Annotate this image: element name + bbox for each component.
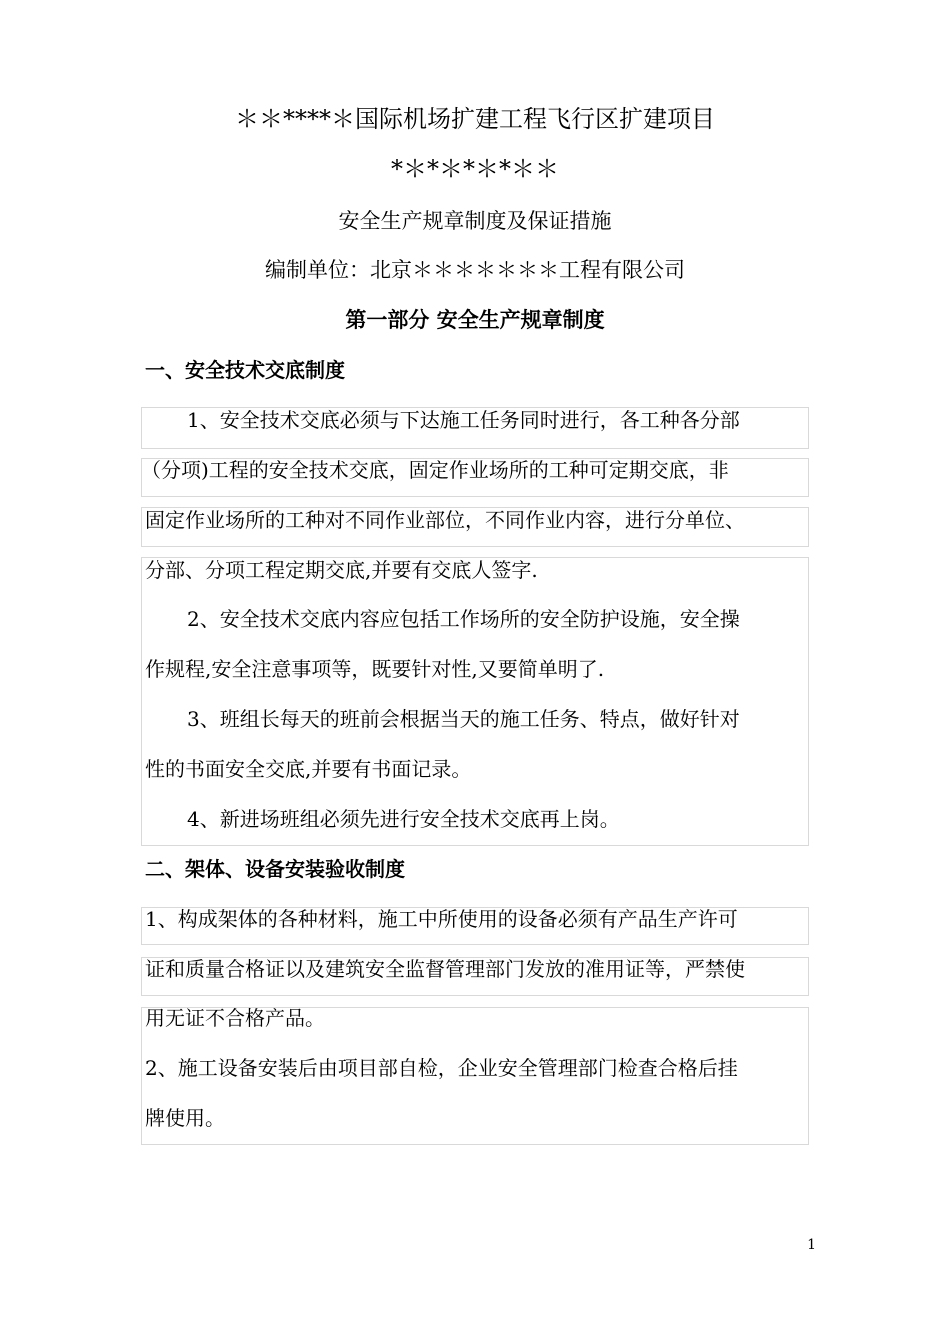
paragraph-line: 3、班组长每天的班前会根据当天的施工任务、特点，做好针对 xyxy=(187,707,740,731)
document-title: ＊＊****＊国际机场扩建工程飞行区扩建项目 xyxy=(235,105,715,133)
section-heading-equipment-acceptance: 二、架体、设备安装验收制度 xyxy=(145,857,405,881)
paragraph-line: 作规程,安全注意事项等，既要针对性,又要简单明了. xyxy=(145,657,605,681)
document-subtitle: 安全生产规章制度及保证措施 xyxy=(338,209,612,233)
paragraph-line: 性的书面安全交底,并要有书面记录。 xyxy=(145,757,472,781)
paragraph-line: 牌使用。 xyxy=(145,1106,225,1130)
paragraph-line: 2、施工设备安装后由项目部自检，企业安全管理部门检查合格后挂 xyxy=(145,1056,738,1080)
paragraph-line: 用无证不合格产品。 xyxy=(145,1006,325,1030)
section-heading-safety-briefing: 一、安全技术交底制度 xyxy=(145,358,345,382)
paragraph-line: 固定作业场所的工种对不同作业部位，不同作业内容，进行分单位、 xyxy=(145,508,745,532)
paragraph-line: 4、新进场班组必须先进行安全技术交底再上岗。 xyxy=(187,807,620,831)
page-number: 1 xyxy=(807,1237,816,1253)
part-heading: 第一部分 安全生产规章制度 xyxy=(345,307,605,332)
paragraph-line: 1、构成架体的各种材料，施工中所使用的设备必须有产品生产许可 xyxy=(145,907,738,931)
paragraph-line: 2、安全技术交底内容应包括工作场所的安全防护设施，安全操 xyxy=(187,607,740,631)
document-title-masked: *＊*＊*＊*＊＊ xyxy=(391,155,559,183)
document-compiler: 编制单位：北京＊＊＊＊＊＊＊工程有限公司 xyxy=(265,258,685,282)
paragraph-line: 1、安全技术交底必须与下达施工任务同时进行，各工种各分部 xyxy=(187,408,740,432)
paragraph-line: 证和质量合格证以及建筑安全监督管理部门发放的准用证等，严禁使 xyxy=(145,957,745,981)
paragraph-line: （分项)工程的安全技术交底，固定作业场所的工种可定期交底，非 xyxy=(141,458,729,482)
paragraph-line: 分部、分项工程定期交底,并要有交底人签字. xyxy=(145,558,538,582)
paragraph-box-4 xyxy=(141,557,809,846)
